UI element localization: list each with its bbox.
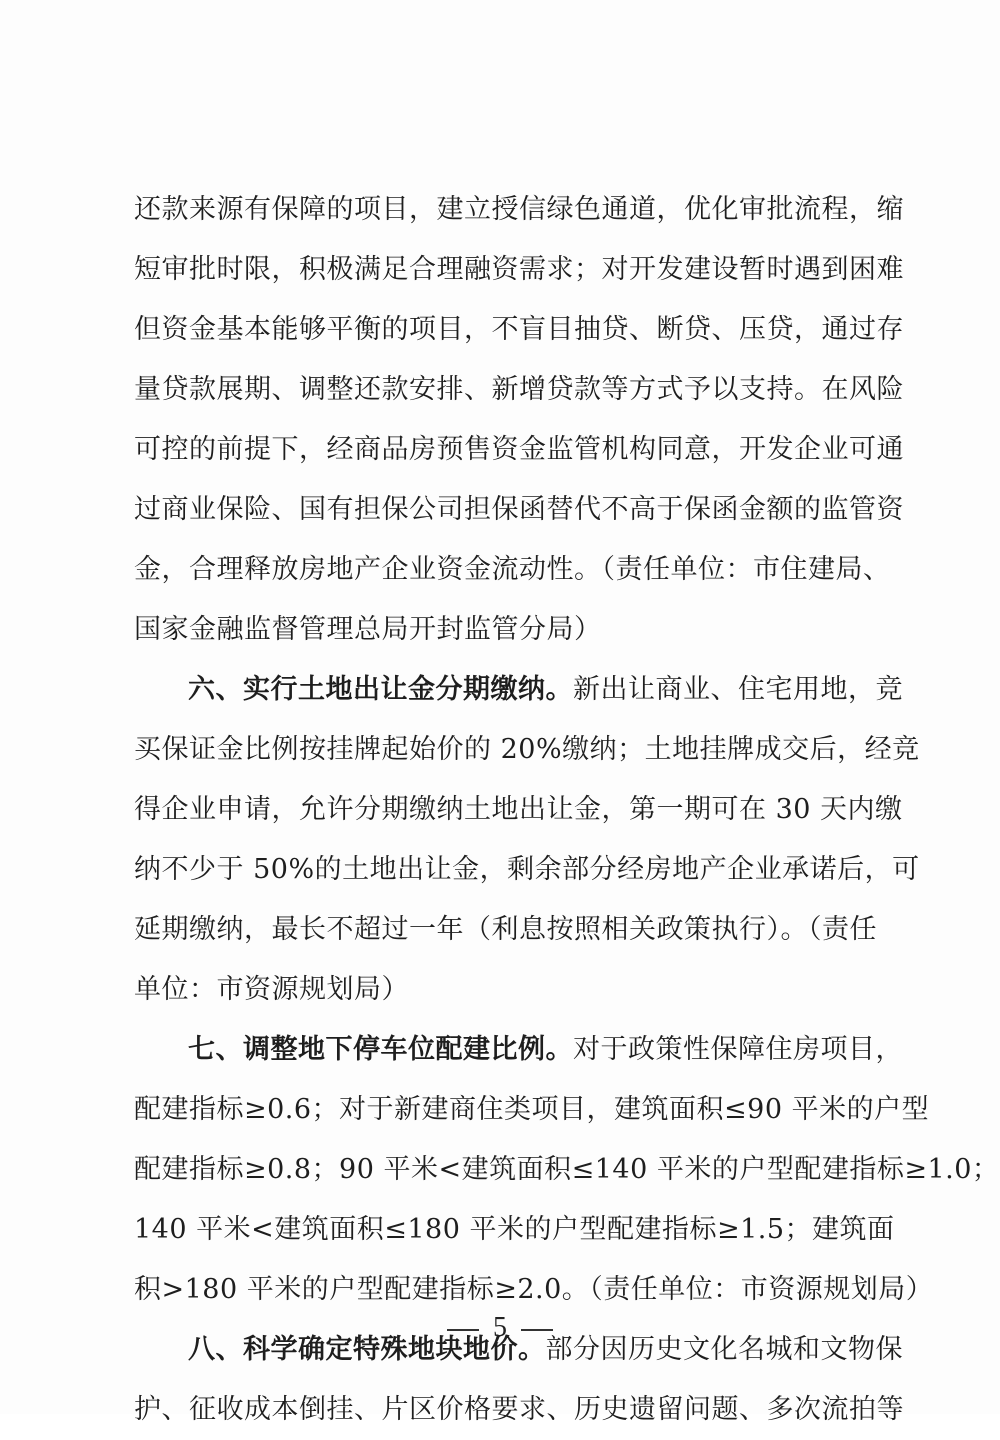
section-8-text: 部分因历史文化名城和文物保	[545, 1334, 903, 1365]
paragraph-line: 量贷款展期、调整还款安排、新增贷款等方式予以支持。在风险	[134, 374, 904, 405]
page-footer	[0, 1312, 1000, 1344]
document-body	[134, 180, 1000, 1440]
paragraph-line: 可控的前提下，经商品房预售资金监管机构同意，开发企业可通	[134, 434, 904, 465]
paragraph-line: 140 平米<建筑面积≤180 平米的户型配建指标≥1.5；建筑面	[134, 1214, 895, 1245]
section-7-first-line	[134, 1020, 903, 1080]
paragraph-line: 国家金融监督管理总局开封监管分局）	[134, 614, 602, 645]
page-number: 5	[493, 1312, 507, 1343]
paragraph-line: 还款来源有保障的项目，建立授信绿色通道，优化审批流程，缩	[134, 194, 904, 225]
paragraph-line: 积>180 平米的户型配建指标≥2.0。（责任单位：市资源规划局）	[134, 1274, 934, 1305]
paragraph-line: 延期缴纳，最长不超过一年（利息按照相关政策执行）。（责任	[134, 914, 877, 945]
paragraph-line: 但资金基本能够平衡的项目，不盲目抽贷、断贷、压贷，通过存	[134, 314, 904, 345]
paragraph-line: 护、征收成本倒挂、片区价格要求、历史遗留问题、多次流拍等	[134, 1394, 904, 1425]
section-6-text: 新出让商业、住宅用地，竞	[573, 674, 903, 705]
footer-dash-left	[447, 1329, 479, 1331]
paragraph-line: 过商业保险、国有担保公司担保函替代不高于保函金额的监管资	[134, 494, 904, 525]
footer-dash-right	[521, 1329, 553, 1331]
paragraph-line: 纳不少于 50%的土地出让金，剩余部分经房地产企业承诺后，可	[134, 854, 920, 885]
paragraph-line: 金，合理释放房地产企业资金流动性。（责任单位：市住建局、	[134, 554, 891, 585]
section-7-text: 对于政策性保障住房项目，	[573, 1034, 903, 1065]
paragraph-line: 短审批时限，积极满足合理融资需求；对开发建设暂时遇到困难	[134, 254, 904, 285]
paragraph-line: 买保证金比例按挂牌起始价的 20%缴纳；土地挂牌成交后，经竞	[134, 734, 920, 765]
paragraph-line: 得企业申请，允许分期缴纳土地出让金，第一期可在 30 天内缴	[134, 794, 903, 825]
section-7-heading: 七、调整地下停车位配建比例。	[188, 1034, 573, 1065]
paragraph-line: 单位：市资源规划局）	[134, 974, 409, 1005]
section-8-heading: 八、科学确定特殊地块地价。	[188, 1334, 546, 1365]
paragraph-line: 配建指标≥0.6；对于新建商住类项目，建筑面积≤90 平米的户型	[134, 1094, 930, 1125]
paragraph-line: 配建指标≥0.8；90 平米<建筑面积≤140 平米的户型配建指标≥1.0；	[134, 1154, 1000, 1185]
section-6-first-line	[134, 660, 903, 720]
section-6-heading: 六、实行土地出让金分期缴纳。	[188, 674, 573, 705]
